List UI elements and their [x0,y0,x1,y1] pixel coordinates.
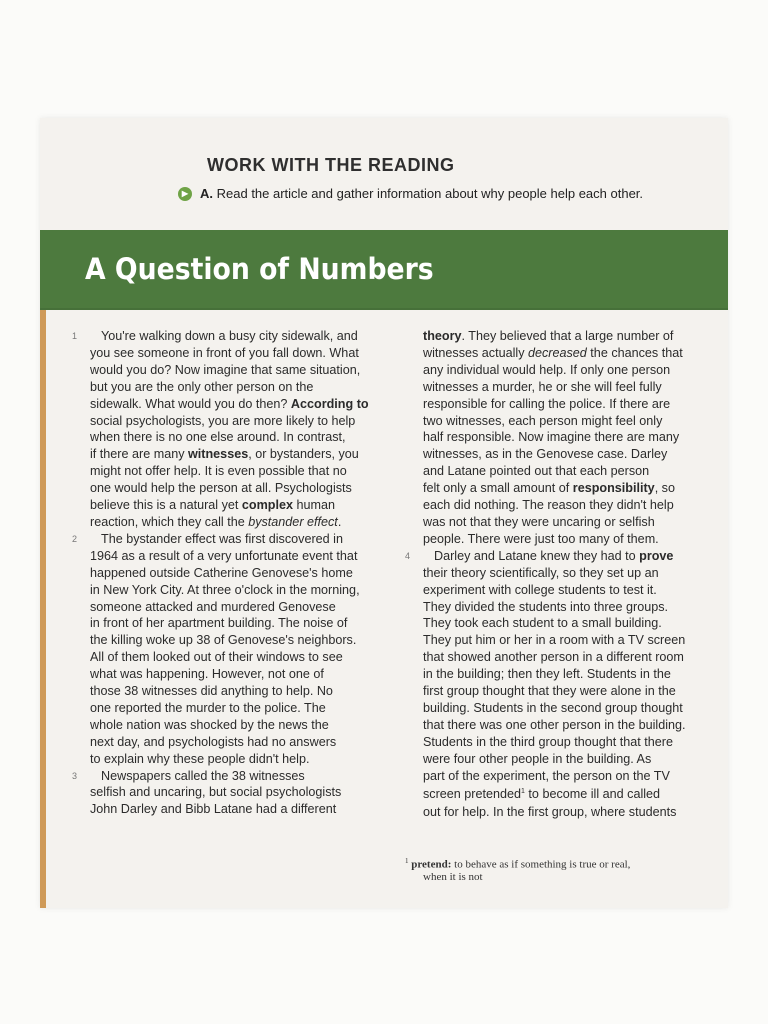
right-column [405,328,723,820]
text-line: in the building; then they left. Students in the [423,667,671,682]
instruction [178,186,643,201]
text-line: each did nothing. The reason they didn't help [423,498,674,513]
text-line: They divided the students into three groups. [423,599,669,614]
text-line: were four other people in the building. As [423,751,652,766]
text-line: experiment with college students to test it. [423,582,657,597]
text-line: theory. They believed that a large number of [423,329,674,343]
text-line: Darley and Latane knew they had to prove 4 [405,548,674,563]
footnote-term: pretend: [411,858,452,871]
text-line: Students in the third group thought that there [423,734,673,749]
text-line: witnesses, as in the Genovese case. Darley [423,447,668,462]
text-line: when there is no one else around. In contrast, [90,430,346,445]
text-line: and Latane pointed out that each person [423,464,650,479]
text-line: They took each student to a small building. [423,616,662,631]
text-line: to explain why these people didn't help. [90,751,310,766]
left-column [72,328,395,818]
text-line: in New York City. At three o'clock in the morning, [90,582,360,597]
text-line: selfish and uncaring, but social psychologists [90,785,342,800]
text-line: someone attacked and murdered Genovese [90,599,336,614]
text-line: people. There were just too many of them. [423,531,659,546]
text-line: but you are the only other person on the [90,379,314,394]
text-line: that there was one other person in the building. [423,717,686,732]
footnote-marker: 1 [405,857,409,865]
text-line: responsible for calling the police. If there are [423,396,671,411]
text-line: would you do? Now imagine that same situation, [90,362,361,377]
text-line: their theory scientifically, so they set up an [423,565,659,580]
text-line: The bystander effect was first discovered in 2 [72,531,343,546]
audio-play-icon[interactable]: ▶ [178,187,192,201]
text-line: sidewalk. What would you do then? According to [90,396,369,411]
text-line: Newspapers called the 38 witnesses 3 [72,768,305,783]
text-line: the killing woke up 38 of Genovese's neighbors. [90,633,357,648]
section-heading: WORK WITH THE READING [207,155,455,175]
text-line: social psychologists, you are more likely to help [90,413,356,428]
text-line: half responsible. Now imagine there are many [423,430,680,445]
text-line: building. Students in the second group thought [423,700,683,715]
text-line: out for help. In the first group, where students [423,804,677,819]
text-line: part of the experiment, the person on the TV [423,768,670,783]
paragraph-number: 4 [405,550,411,561]
text-line: one would help the person at all. Psychologists [90,481,352,496]
text-line: in front of her apartment building. The noise of [90,616,348,631]
text-line: 1964 as a result of a very unfortunate event that [90,548,358,563]
instruction-letter: A. [200,186,213,201]
text-line: screen pretended$^1$ to become ill and called [423,787,661,802]
title-banner [40,230,728,310]
paragraph-number: 3 [72,770,78,781]
text-line: if there are many witnesses, or bystanders, you [90,447,359,462]
text-line: might not offer help. It is even possible that no [90,464,347,479]
text-line: first group thought that they were alone in the [423,684,676,699]
text-line: You're walking down a busy city sidewalk, and 1 [72,329,358,343]
text-line: what was happening. However, not one of [90,667,324,682]
text-line: reaction, which they call the bystander effect. [90,514,342,529]
text-line: felt only a small amount of responsibility, so [423,481,675,496]
article-title: A Question of Numbers [85,252,434,286]
text-line: any individual would help. If only one person [423,362,671,377]
text-line: John Darley and Bibb Latane had a different [90,802,337,817]
text-line: They put him or her in a room with a TV screen [423,633,686,648]
text-line: All of them looked out of their windows to see [90,650,343,665]
instruction-text: Read the article and gather information about why people help each other. [216,186,644,201]
text-line: whole nation was shocked by the news the [90,717,329,732]
text-line: two witnesses, each person might feel only [423,413,663,428]
text-line: witnesses actually decreased the chances that [423,345,683,360]
footnote [405,855,630,883]
text-line: believe this is a natural yet complex human [90,498,336,513]
margin-stripe [40,310,46,908]
paragraph-number: 1 [72,331,78,341]
footnote-definition: to behave as if something is true or real, [454,858,631,871]
text-line: you see someone in front of you fall down. What [90,345,359,360]
text-line: next day, and psychologists had no answers [90,734,337,749]
text-line: witnesses a murder, he or she will feel fully [423,379,662,394]
paragraph-number: 2 [72,533,78,544]
text-line: one reported the murder to the police. The [90,700,326,715]
text-line: was not that they were uncaring or selfish [423,514,655,529]
text-line: those 38 witnesses did anything to help. No [90,684,333,699]
text-line: happened outside Catherine Genovese's home [90,565,353,580]
text-line: that showed another person in a different room [423,650,684,665]
footnote-definition-cont: when it is not [423,870,483,883]
